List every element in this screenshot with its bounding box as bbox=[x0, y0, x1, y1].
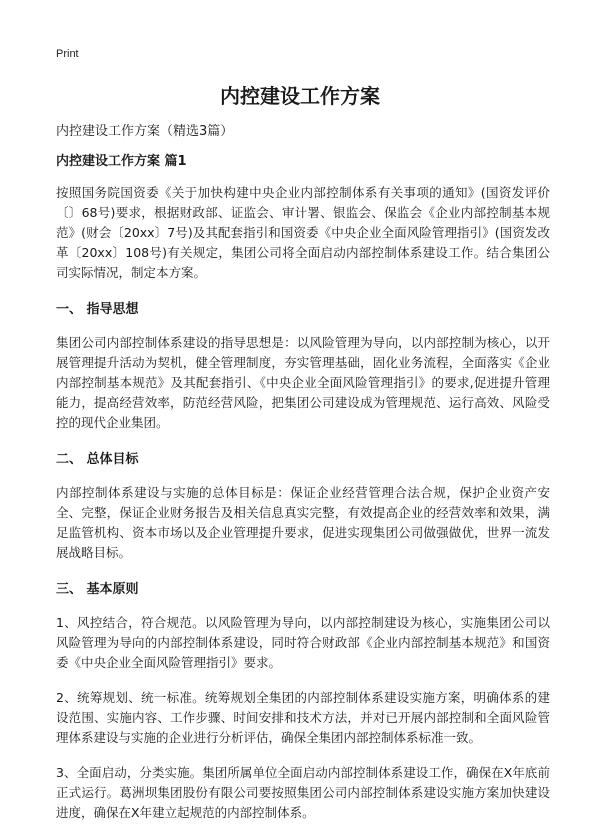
paragraph-overall-goal: 内部控制体系建设与实施的总体目标是：保证企业经营管理合法合规，保护企业资产安全、完整，保证企业财务报告及相关信息真实完整，有效提高企业的经营效率和效果，满足监管机构、资本市场以及企业管理提升要求，促进实现集团公司做强做优，世界一流发展战略目标。 bbox=[56, 485, 550, 560]
section-title: 内控建设工作方案 篇1 bbox=[56, 154, 187, 169]
heading-overall-goal: 二、 总体目标 bbox=[56, 452, 139, 467]
principle-2: 2、统筹规划、统一标准。统筹规划全集团的内部控制体系建设实施方案，明确体系的建设范围、实施内容、工作步骤、时间安排和技术方法，并对已开展内部控制和全面风险管理体系建设与实施的企业进行分析评估，确保全集团内部控制体系标准一致。 bbox=[56, 690, 550, 745]
document-subtitle: 内控建设工作方案（精选3篇） bbox=[56, 124, 234, 139]
document-body bbox=[56, 150, 550, 838]
heading-guiding-ideology: 一、 指导思想 bbox=[56, 302, 139, 317]
print-link[interactable]: Print bbox=[56, 48, 79, 60]
heading-basic-principles: 三、 基本原则 bbox=[56, 582, 139, 597]
principle-1: 1、风控结合，符合规范。以风险管理为导向，以内部控制建设为核心，实施集团公司以风险管理为导向的内部控制体系建设，同时符合财政部《企业内部控制基本规范》和国资委《中央企业全面风险管理指引》要求。 bbox=[56, 615, 550, 670]
principle-3: 3、全面启动，分类实施。集团所属单位全面启动内部控制体系建设工作，确保在X年底前正式运行。葛洲坝集团股份有限公司要按照集团公司内部控制体系建设实施方案加快建设进度，确保在X年建立起规范的内部控制体系。 bbox=[56, 765, 550, 820]
page-title: 内控建设工作方案 bbox=[220, 84, 380, 108]
paragraph-guiding-ideology: 集团公司内部控制体系建设的指导思想是：以风险管理为导向，以内部控制为核心，以开展管理提升活动为契机，健全管理制度，夯实管理基础，固化业务流程，全面落实《企业内部控制基本规范》及其配套指引、《中央企业全面风险管理指引》的要求,促进提升管理能力，提高经营效率，防范经营风险，把集团公司建设成为管理规范、运行高效、风险受控的现代企业集团。 bbox=[56, 335, 550, 430]
intro-paragraph: 按照国务院国资委《关于加快构建中央企业内部控制体系有关事项的通知》(国资发评价〔〕68号)要求，根据财政部、证监会、审计署、银监会、保监会《企业内部控制基本规范》(财会〔20xx〕7号)及其配套指引和国资委《中央企业全面风险管理指引》(国资发改革〔20xx〕108号)有关规定，集团公司将全面启动内部控制体系建设工作。结合集团公司实际情况，制定本方案。 bbox=[56, 185, 550, 280]
